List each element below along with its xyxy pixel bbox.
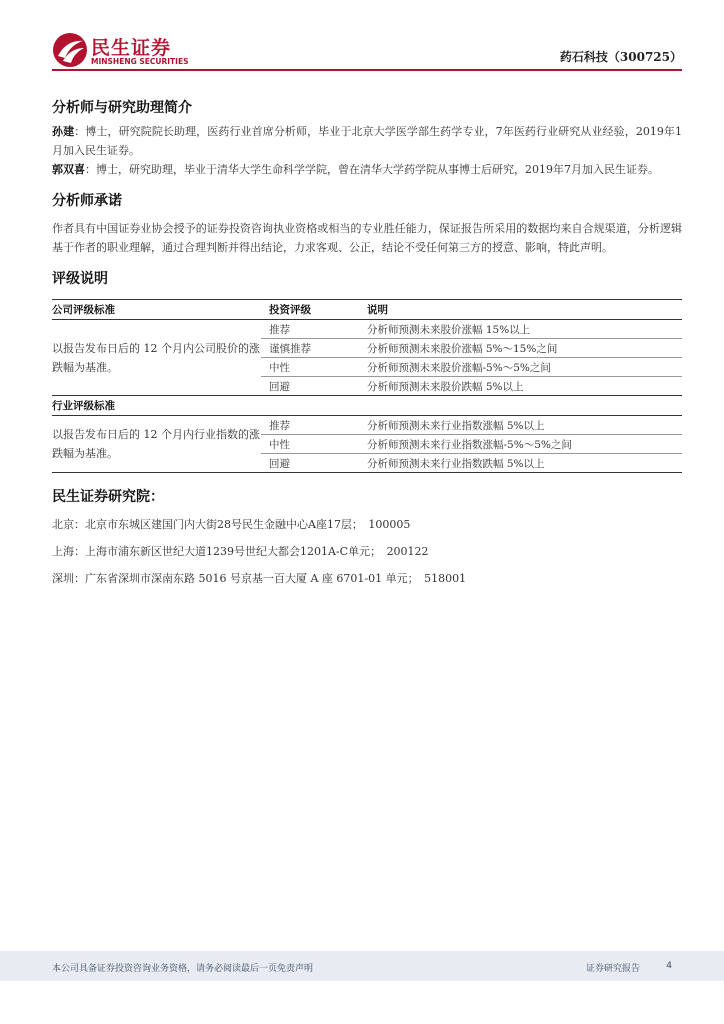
- rating-heading: 评级说明: [52, 271, 108, 287]
- rating-cell: 回避: [269, 457, 290, 470]
- logo-chinese-text: 民生证券: [91, 37, 172, 59]
- note-cell: 分析师预测未来行业指数涨幅 5%以上: [359, 416, 682, 435]
- analyst-bio-2: [52, 160, 682, 179]
- footer-disclaimer: 本公司具备证券投资咨询业务资格，请务必阅读最后一页免责声明: [52, 964, 314, 974]
- rating-table-header: [52, 300, 682, 320]
- analyst-name-2: 郭双喜: [52, 163, 85, 176]
- table-row: [52, 320, 682, 339]
- rating-cell: 推荐: [261, 416, 359, 435]
- address-beijing: 北京：北京市东城区建国门内大街28号民生金融中心A座17层； 100005: [52, 518, 411, 531]
- page-header: [0, 0, 724, 72]
- page-footer: [0, 951, 724, 981]
- note-cell: 分析师预测未来股价涨幅 15%以上: [359, 320, 682, 339]
- column-header-rating: 投资评级: [261, 300, 359, 320]
- note-cell: 分析师预测未来股价涨幅 5%～15%之间: [359, 339, 682, 358]
- header-divider: [52, 69, 682, 71]
- rating-table: [52, 299, 682, 473]
- page-number: 4: [666, 961, 672, 971]
- rating-cell: 中性: [261, 435, 359, 454]
- institute-heading: 民生证券研究院：: [52, 489, 164, 505]
- note-cell: 分析师预测未来行业指数涨幅-5%～5%之间: [359, 435, 682, 454]
- logo-english-text: MINSHENG SECURITIES: [91, 57, 189, 66]
- rating-cell: 推荐: [261, 320, 359, 339]
- rating-cell: 谨慎推荐: [261, 339, 359, 358]
- commitment-text: 作者具有中国证券业协会授予的证券投资咨询执业资格或相当的专业胜任能力，保证报告所采用的数据均来自合规渠道，分析逻辑基于作者的职业理解，通过合理判断并得出结论，力求客观、公正，结论不受任何第三方的授意、影响，特此声明。: [52, 222, 682, 254]
- company-standard-description: 以报告发布日后的 12 个月内公司股价的涨跌幅为基准。: [52, 341, 260, 374]
- company-logo: [52, 32, 187, 68]
- analyst-bio-1: [52, 122, 682, 160]
- rating-cell: 中性: [261, 358, 359, 377]
- industry-standard-description: 以报告发布日后的 12 个月内行业指数的涨跌幅为基准。: [52, 428, 260, 460]
- rating-cell: 回避: [269, 380, 290, 393]
- table-row: [52, 416, 682, 435]
- note-cell: 分析师预测未来股价涨幅-5%～5%之间: [359, 358, 682, 377]
- note-cell: 分析师预测未来行业指数跌幅 5%以上: [367, 457, 545, 470]
- report-title: 药石科技（300725）: [559, 50, 682, 64]
- footer-report-type: 证券研究报告: [585, 964, 640, 974]
- column-header-note: 说明: [359, 300, 682, 320]
- address-shanghai: 上海：上海市浦东新区世纪大道1239号世纪大都会1201A-C单元； 200122: [52, 545, 429, 558]
- minsheng-logo-icon: [52, 32, 88, 68]
- column-header-company-standard: 公司评级标准: [52, 300, 261, 320]
- industry-standard-header: [52, 396, 682, 416]
- table-bottom-rule: [52, 472, 682, 473]
- page-content: [52, 98, 682, 588]
- industry-standard-label: 行业评级标准: [52, 396, 682, 416]
- analyst-bio-text-2: ：博士，研究助理，毕业于清华大学生命科学学院，曾在清华大学药学院从事博士后研究，2019年7月加入民生证券。: [85, 163, 659, 176]
- address-shenzhen: 深圳：广东省深圳市深南东路 5016 号京基一百大厦 A 座 6701-01 单元； 518001: [52, 572, 467, 585]
- commitment-heading: 分析师承诺: [52, 193, 122, 209]
- analyst-name-1: 孙建: [52, 125, 75, 138]
- analyst-bio-text-1: ：博士，研究院院长助理，医药行业首席分析师，毕业于北京大学医学部生药学专业，7年医药行业研究从业经验，2019年1月加入民生证券。: [52, 125, 682, 157]
- note-cell: 分析师预测未来股价跌幅 5%以上: [367, 380, 524, 393]
- analyst-heading: 分析师与研究助理简介: [52, 100, 192, 116]
